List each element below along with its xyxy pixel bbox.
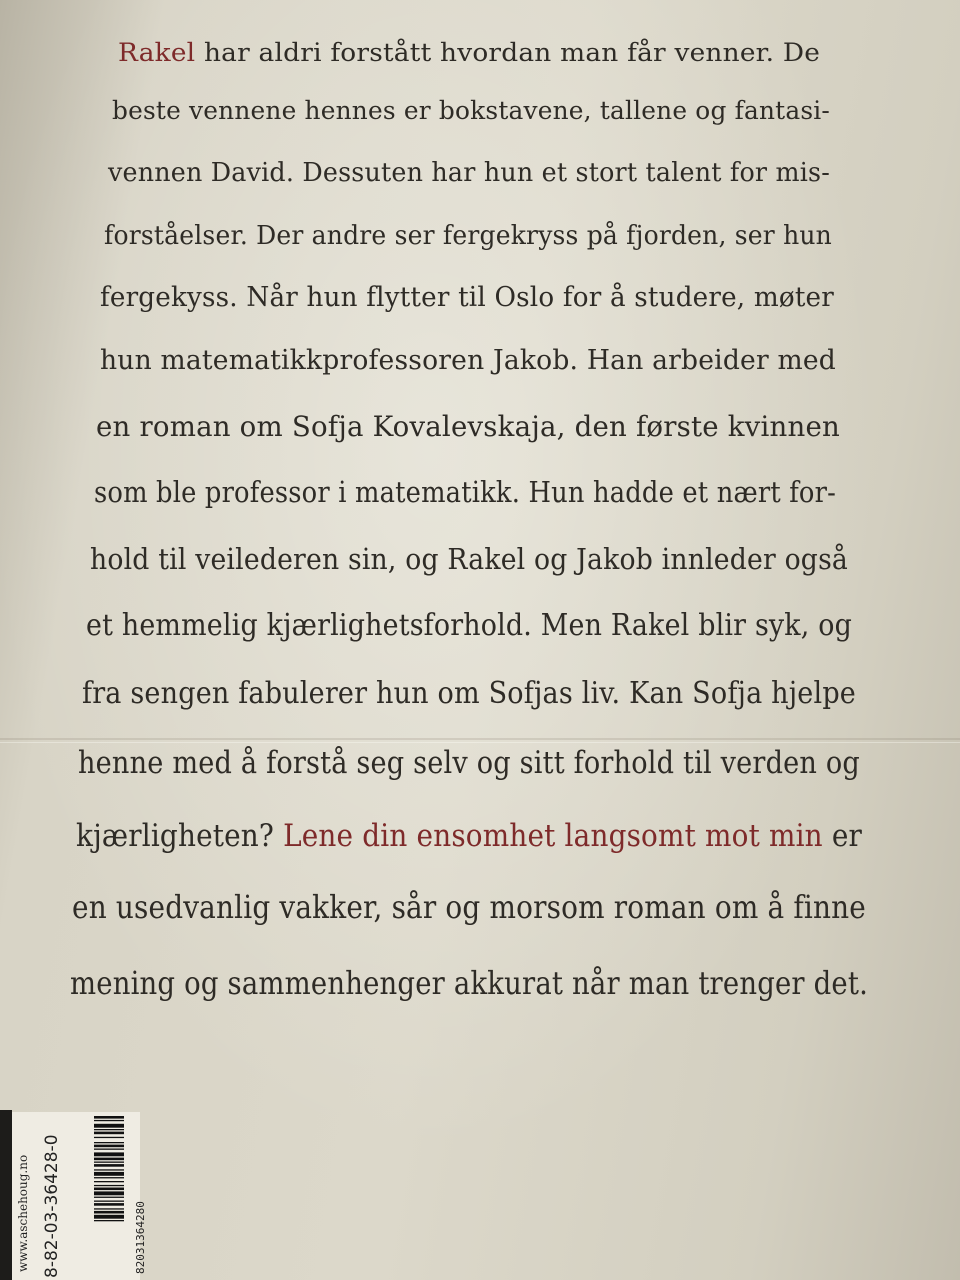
barcode-bar <box>94 1137 124 1138</box>
blurb-line <box>90 542 848 576</box>
blurb-text: fra sengen fabulerer hun om Sofjas liv. Kan Sofja hjelpe <box>82 676 856 711</box>
barcode-bar <box>94 1181 124 1182</box>
barcode-bar <box>94 1220 124 1221</box>
blurb-line <box>118 38 820 67</box>
blurb-text: et hemmelig kjærlighetsforhold. Men Rakel blir syk, og <box>86 608 853 642</box>
blurb-line <box>108 158 830 188</box>
highlighted-text: Rakel <box>118 38 196 67</box>
barcode-icon <box>94 1112 134 1280</box>
barcode-bar <box>94 1164 124 1167</box>
barcode-bar <box>94 1201 124 1202</box>
blurb-text: forståelser. Der andre ser fergekryss på fjorden, ser hun <box>104 220 832 251</box>
blurb-line <box>78 746 860 781</box>
isbn-text: 8-82-03-36428-0 <box>42 1134 62 1278</box>
barcode-digits: 82031364280 <box>134 1201 147 1274</box>
barcode-bar <box>94 1172 124 1176</box>
barcode-bar <box>94 1152 124 1156</box>
barcode-bar <box>94 1188 124 1191</box>
blurb-line <box>104 220 832 251</box>
barcode-bar <box>94 1215 124 1219</box>
blurb-line <box>70 964 868 1002</box>
blurb-text: en usedvanlig vakker, sår og morsom roman om å finne <box>72 890 866 926</box>
blurb-text: har aldri forstått hvordan man får venner. De <box>195 38 821 67</box>
blurb-line <box>72 890 866 926</box>
website-text: www.aschehoug.no <box>16 1154 30 1272</box>
blurb-line <box>96 410 840 443</box>
blurb-line <box>76 818 862 854</box>
barcode-bar <box>94 1211 124 1214</box>
blurb-line <box>86 608 852 642</box>
barcode-bar <box>94 1169 124 1170</box>
barcode-bar <box>94 1191 124 1195</box>
barcode-label <box>12 1112 147 1280</box>
barcode-bar <box>94 1116 124 1119</box>
barcode-bar <box>94 1208 124 1209</box>
barcode-bar <box>94 1149 124 1150</box>
blurb-line <box>94 476 836 509</box>
blurb-line <box>82 676 856 711</box>
blurb-text: en roman om Sofja Kovalevskaja, den første kvinnen <box>96 410 840 443</box>
blurb-line <box>112 96 830 126</box>
barcode-bar <box>94 1120 124 1121</box>
spine-edge <box>0 1110 12 1280</box>
blurb-line <box>100 282 834 313</box>
highlighted-text: Lene din ensomhet langsomt mot min <box>283 818 823 854</box>
barcode-bar <box>94 1185 124 1186</box>
barcode-bar <box>94 1124 124 1128</box>
blurb-text: mening og sammenhenger akkurat når man trenger det. <box>70 964 869 1002</box>
barcode-bar <box>94 1132 124 1135</box>
barcode-bar <box>94 1177 124 1178</box>
blurb-text: beste vennene hennes er bokstavene, tallene og fantasi- <box>112 96 831 126</box>
barcode-bar <box>94 1145 124 1148</box>
blurb-text: hold til veilederen sin, og Rakel og Jakob innleder også <box>90 542 849 576</box>
blurb-text: er <box>822 818 863 854</box>
barcode-bar <box>94 1158 124 1161</box>
barcode-bar <box>94 1197 124 1198</box>
barcode-bar <box>94 1129 124 1130</box>
blurb-text: henne med å forstå seg selv og sitt forhold til verden og <box>78 746 860 781</box>
blurb-line <box>100 344 836 376</box>
blurb-text: fergekyss. Når hun flytter til Oslo for å studere, møter <box>100 282 834 313</box>
blurb-text: som ble professor i matematikk. Hun hadde et nært for- <box>94 476 836 509</box>
blurb-text: hun matematikkprofessoren Jakob. Han arbeider med <box>100 344 836 376</box>
barcode-bar <box>94 1203 124 1206</box>
blurb-text: kjærligheten? <box>76 818 284 854</box>
barcode-bar <box>94 1142 124 1143</box>
barcode-bar <box>94 1162 124 1163</box>
blurb-text: vennen David. Dessuten har hun et stort talent for mis- <box>108 158 831 188</box>
